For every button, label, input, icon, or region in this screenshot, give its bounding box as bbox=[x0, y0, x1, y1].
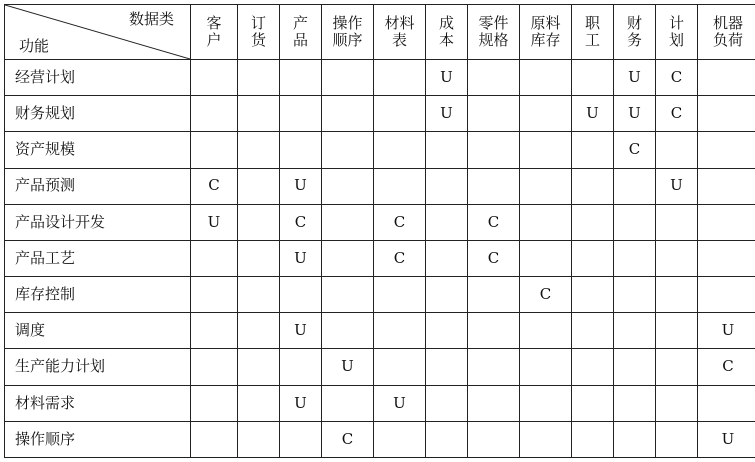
matrix-cell: C bbox=[374, 204, 426, 240]
matrix-cell bbox=[572, 60, 614, 96]
column-header-line: 本 bbox=[438, 31, 454, 49]
matrix-cell bbox=[191, 240, 238, 276]
matrix-cell bbox=[322, 385, 374, 421]
matrix-cell bbox=[426, 132, 468, 168]
function-row-label: 调度 bbox=[5, 313, 191, 349]
matrix-cell: C bbox=[374, 240, 426, 276]
function-row-label: 材料需求 bbox=[5, 385, 191, 421]
column-header-line: 原料 bbox=[530, 13, 561, 32]
matrix-cell bbox=[656, 277, 698, 313]
column-header-line: 户 bbox=[206, 31, 222, 49]
function-row-label: 经营计划 bbox=[5, 60, 191, 96]
matrix-cell bbox=[238, 349, 280, 385]
matrix-cell bbox=[572, 385, 614, 421]
column-header-line: 订 bbox=[250, 13, 266, 32]
matrix-cell bbox=[698, 60, 755, 96]
matrix-cell bbox=[238, 421, 280, 457]
matrix-cell bbox=[468, 96, 520, 132]
column-header-line: 职 bbox=[584, 13, 600, 32]
matrix-cell bbox=[572, 277, 614, 313]
column-header bbox=[191, 5, 238, 60]
matrix-cell bbox=[572, 132, 614, 168]
matrix-cell bbox=[238, 96, 280, 132]
matrix-cell bbox=[698, 204, 755, 240]
matrix-cell: U bbox=[698, 421, 755, 457]
matrix-cell bbox=[614, 385, 656, 421]
matrix-cell: U bbox=[698, 313, 755, 349]
matrix-cell bbox=[698, 132, 755, 168]
matrix-cell bbox=[614, 349, 656, 385]
matrix-cell bbox=[191, 421, 238, 457]
matrix-cell bbox=[614, 168, 656, 204]
matrix-cell bbox=[468, 349, 520, 385]
matrix-cell bbox=[656, 313, 698, 349]
matrix-cell bbox=[698, 385, 755, 421]
column-header bbox=[468, 5, 520, 60]
matrix-cell: U bbox=[614, 60, 656, 96]
matrix-cell bbox=[468, 421, 520, 457]
matrix-cell: C bbox=[322, 421, 374, 457]
matrix-cell: U bbox=[426, 60, 468, 96]
matrix-cell bbox=[374, 313, 426, 349]
matrix-cell bbox=[468, 385, 520, 421]
matrix-cell bbox=[191, 313, 238, 349]
matrix-cell bbox=[656, 421, 698, 457]
corner-cell bbox=[5, 5, 191, 60]
matrix-cell bbox=[426, 277, 468, 313]
matrix-cell bbox=[191, 277, 238, 313]
data-class-label: 数据类 bbox=[128, 10, 174, 28]
matrix-cell bbox=[426, 313, 468, 349]
matrix-cell: U bbox=[656, 168, 698, 204]
header-row bbox=[5, 5, 755, 60]
function-row-label: 生产能力计划 bbox=[5, 349, 191, 385]
function-row-label: 资产规模 bbox=[5, 132, 191, 168]
column-header-line: 计 bbox=[668, 13, 684, 32]
matrix-cell bbox=[238, 277, 280, 313]
matrix-cell: C bbox=[698, 349, 755, 385]
column-header bbox=[614, 5, 656, 60]
column-header-line: 产 bbox=[292, 13, 308, 32]
table-row bbox=[5, 349, 755, 385]
matrix-cell: C bbox=[280, 204, 322, 240]
column-header-line: 财 bbox=[626, 13, 642, 32]
matrix-cell bbox=[280, 60, 322, 96]
table-row bbox=[5, 277, 755, 313]
function-row-label: 产品设计开发 bbox=[5, 204, 191, 240]
column-header bbox=[572, 5, 614, 60]
matrix-cell bbox=[238, 204, 280, 240]
matrix-cell: C bbox=[520, 277, 572, 313]
matrix-cell bbox=[191, 385, 238, 421]
matrix-cell: U bbox=[374, 385, 426, 421]
column-header bbox=[656, 5, 698, 60]
matrix-cell bbox=[520, 240, 572, 276]
column-header bbox=[238, 5, 280, 60]
column-header bbox=[698, 5, 755, 60]
function-row-label: 产品预测 bbox=[5, 168, 191, 204]
function-row-label: 产品工艺 bbox=[5, 240, 191, 276]
table-row bbox=[5, 240, 755, 276]
matrix-cell: U bbox=[280, 168, 322, 204]
function-row-label: 财务规划 bbox=[5, 96, 191, 132]
matrix-cell: U bbox=[191, 204, 238, 240]
matrix-cell bbox=[191, 60, 238, 96]
matrix-cell bbox=[656, 349, 698, 385]
column-header-line: 库存 bbox=[530, 31, 561, 49]
column-header bbox=[280, 5, 322, 60]
matrix-cell bbox=[191, 96, 238, 132]
matrix-cell bbox=[191, 349, 238, 385]
matrix-cell bbox=[374, 168, 426, 204]
matrix-cell bbox=[614, 240, 656, 276]
matrix-cell: C bbox=[656, 60, 698, 96]
column-header-line: 零件 bbox=[478, 13, 509, 32]
matrix-cell bbox=[572, 240, 614, 276]
column-header-line: 顺序 bbox=[332, 31, 363, 49]
matrix-cell: U bbox=[322, 349, 374, 385]
matrix-cell bbox=[280, 132, 322, 168]
matrix-cell bbox=[426, 385, 468, 421]
matrix-cell bbox=[468, 60, 520, 96]
matrix-cell bbox=[656, 240, 698, 276]
table-row bbox=[5, 60, 755, 96]
function-label: 功能 bbox=[19, 36, 50, 55]
matrix-cell bbox=[698, 277, 755, 313]
matrix-cell bbox=[426, 204, 468, 240]
column-header-line: 划 bbox=[668, 31, 684, 49]
column-header-line: 材料 bbox=[384, 13, 415, 32]
table-row bbox=[5, 421, 755, 457]
column-header-line: 负荷 bbox=[712, 31, 743, 49]
column-header-line: 客 bbox=[206, 13, 222, 32]
matrix-cell bbox=[572, 313, 614, 349]
column-header bbox=[426, 5, 468, 60]
matrix-cell bbox=[238, 240, 280, 276]
matrix-cell bbox=[698, 168, 755, 204]
matrix-cell: U bbox=[426, 96, 468, 132]
matrix-body bbox=[5, 60, 755, 458]
matrix-cell bbox=[280, 277, 322, 313]
matrix-cell: C bbox=[191, 168, 238, 204]
matrix-cell bbox=[614, 313, 656, 349]
column-header-line: 规格 bbox=[478, 31, 509, 49]
matrix-cell bbox=[322, 60, 374, 96]
column-header-line: 品 bbox=[292, 31, 308, 49]
matrix-cell bbox=[520, 204, 572, 240]
matrix-cell bbox=[238, 313, 280, 349]
table-row bbox=[5, 313, 755, 349]
matrix-cell bbox=[698, 96, 755, 132]
matrix-cell bbox=[656, 385, 698, 421]
matrix-cell bbox=[572, 204, 614, 240]
table-row bbox=[5, 385, 755, 421]
matrix-cell: U bbox=[614, 96, 656, 132]
matrix-cell bbox=[426, 240, 468, 276]
matrix-cell bbox=[468, 313, 520, 349]
matrix-cell bbox=[322, 168, 374, 204]
matrix-cell bbox=[426, 349, 468, 385]
matrix-cell bbox=[426, 168, 468, 204]
matrix-cell: C bbox=[468, 240, 520, 276]
matrix-cell: U bbox=[280, 240, 322, 276]
matrix-cell bbox=[468, 168, 520, 204]
column-header bbox=[520, 5, 572, 60]
matrix-cell bbox=[374, 349, 426, 385]
matrix-cell bbox=[656, 132, 698, 168]
matrix-cell bbox=[614, 421, 656, 457]
column-header-line: 工 bbox=[584, 31, 600, 49]
matrix-cell: C bbox=[614, 132, 656, 168]
matrix-cell bbox=[698, 240, 755, 276]
matrix-cell bbox=[520, 385, 572, 421]
matrix-cell bbox=[322, 204, 374, 240]
matrix-cell bbox=[374, 132, 426, 168]
matrix-cell bbox=[322, 313, 374, 349]
column-header-line: 货 bbox=[250, 31, 266, 49]
matrix-cell bbox=[520, 313, 572, 349]
matrix-cell bbox=[280, 421, 322, 457]
matrix-cell bbox=[520, 168, 572, 204]
table-row bbox=[5, 132, 755, 168]
matrix-cell bbox=[374, 96, 426, 132]
column-header bbox=[322, 5, 374, 60]
matrix-cell bbox=[374, 277, 426, 313]
matrix-cell bbox=[238, 385, 280, 421]
matrix-cell bbox=[614, 204, 656, 240]
matrix-cell bbox=[238, 168, 280, 204]
matrix-cell bbox=[520, 132, 572, 168]
matrix-cell: U bbox=[280, 313, 322, 349]
matrix-cell bbox=[520, 349, 572, 385]
matrix-cell bbox=[280, 96, 322, 132]
matrix-cell: U bbox=[572, 96, 614, 132]
table-row bbox=[5, 204, 755, 240]
matrix-cell bbox=[322, 240, 374, 276]
matrix-cell bbox=[322, 277, 374, 313]
column-header bbox=[374, 5, 426, 60]
matrix-cell bbox=[468, 277, 520, 313]
matrix-cell bbox=[468, 132, 520, 168]
column-header-line: 机器 bbox=[712, 13, 743, 32]
matrix-cell bbox=[322, 132, 374, 168]
matrix-cell: C bbox=[656, 96, 698, 132]
column-header-line: 成 bbox=[438, 13, 454, 32]
matrix-cell bbox=[520, 60, 572, 96]
column-header-line: 表 bbox=[391, 31, 407, 49]
matrix-cell: C bbox=[468, 204, 520, 240]
matrix-cell bbox=[191, 132, 238, 168]
function-row-label: 库存控制 bbox=[5, 277, 191, 313]
table-row bbox=[5, 96, 755, 132]
matrix-cell bbox=[238, 132, 280, 168]
matrix-cell bbox=[520, 96, 572, 132]
matrix-cell bbox=[614, 277, 656, 313]
matrix-cell bbox=[374, 60, 426, 96]
matrix-cell bbox=[572, 421, 614, 457]
matrix-cell bbox=[426, 421, 468, 457]
matrix-cell bbox=[520, 421, 572, 457]
matrix-cell: U bbox=[280, 385, 322, 421]
matrix-cell bbox=[572, 168, 614, 204]
matrix-cell bbox=[572, 349, 614, 385]
matrix-cell bbox=[280, 349, 322, 385]
matrix-cell bbox=[374, 421, 426, 457]
column-header-line: 操作 bbox=[332, 13, 363, 32]
matrix-cell bbox=[238, 60, 280, 96]
table-row bbox=[5, 168, 755, 204]
uc-matrix-table bbox=[4, 4, 755, 458]
column-header-line: 务 bbox=[626, 31, 642, 49]
matrix-cell bbox=[322, 96, 374, 132]
function-row-label: 操作顺序 bbox=[5, 421, 191, 457]
matrix-cell bbox=[656, 204, 698, 240]
